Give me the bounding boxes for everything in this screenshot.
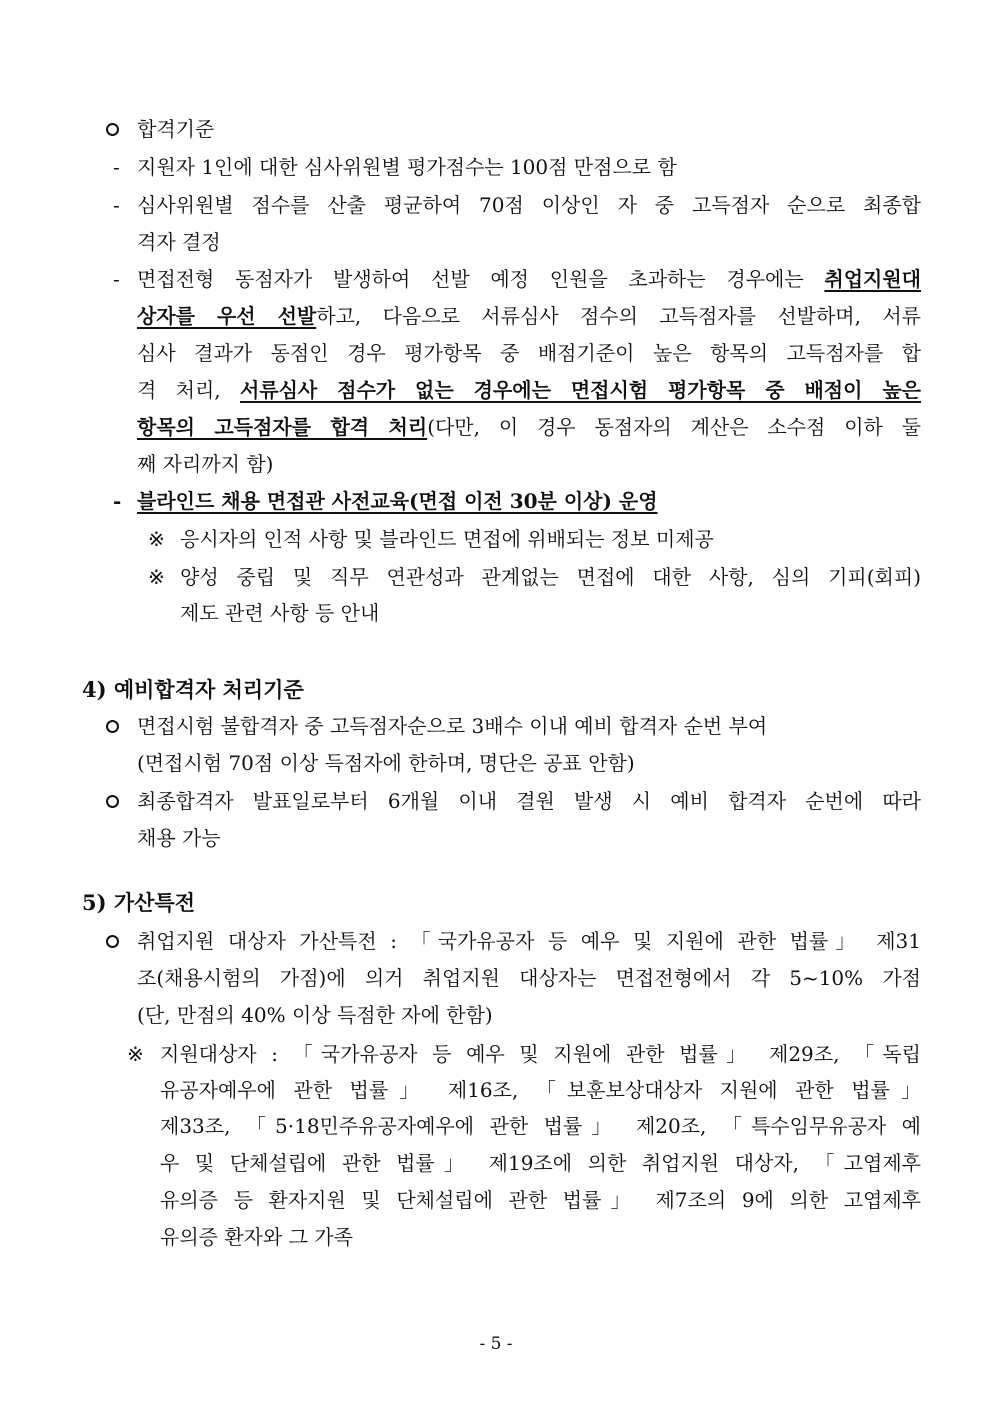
section-5-note-line-1: 지원대상자 : 「국가유공자 등 예우 및 지원에 관한 법률」 제29조, 「독립 bbox=[160, 1042, 921, 1066]
text-run: 면접전형 동점자가 발생하여 선발 예정 인원을 초과하는 경우에는 bbox=[137, 267, 825, 291]
section-4-item-1-line-2: (면접시험 70점 이상 득점자에 한하며, 명단은 공표 안함) bbox=[137, 751, 635, 775]
emphasis-text: 항목의 고득점자를 합격 처리 bbox=[137, 415, 428, 439]
reference-mark: ※ bbox=[127, 1042, 144, 1066]
dash-marker: - bbox=[113, 267, 120, 291]
text-run: 하고, 다음으로 서류심사 점수의 고득점자를 선발하며, 서류 bbox=[316, 304, 921, 328]
dash-marker: - bbox=[113, 155, 120, 179]
section-4-item-2-line-1: 최종합격자 발표일로부터 6개월 이내 결원 발생 시 예비 합격자 순번에 따라 bbox=[137, 789, 921, 813]
criteria-item-3-line-3: 심사 결과가 동점인 경우 평가항목 중 배점기준이 높은 항목의 고득점자를 합 bbox=[137, 341, 921, 365]
criteria-title: 합격기준 bbox=[137, 117, 215, 141]
bullet-circle-icon bbox=[106, 123, 119, 136]
text-run: (다만, 이 경우 동점자의 계산은 소수점 이하 둘 bbox=[427, 415, 921, 439]
criteria-item-3-line-5 bbox=[137, 413, 921, 441]
emphasis-text: 취업지원대 bbox=[824, 267, 921, 291]
criteria-item-4-line-1: 블라인드 채용 면접관 사전교육(면접 이전 30분 이상) 운영 bbox=[137, 489, 658, 513]
section-5-note-line-6: 유의증 환자와 그 가족 bbox=[160, 1225, 353, 1249]
section-5-note-line-2: 유공자예우에 관한 법률」 제16조, 「보훈보상대상자 지원에 관한 법률」 bbox=[160, 1078, 921, 1102]
criteria-item-3-line-2 bbox=[137, 302, 921, 330]
criteria-item-3-line-1 bbox=[137, 265, 921, 293]
section-5-item-1-line-1: 취업지원 대상자 가산특전 : 「국가유공자 등 예우 및 지원에 관한 법률」 제31 bbox=[137, 929, 921, 953]
reference-mark: ※ bbox=[148, 527, 165, 551]
criteria-item-3-line-6: 째 자리까지 함) bbox=[137, 452, 274, 476]
dash-marker: - bbox=[113, 193, 120, 217]
section-5-note-line-5: 유의증 등 환자지원 및 단체설립에 관한 법률」 제7조의 9에 의한 고엽제후 bbox=[160, 1188, 921, 1212]
section-5-item-1-line-2: 조(채용시험의 가점)에 의거 취업지원 대상자는 면접전형에서 각 5~10% 가점 bbox=[137, 966, 921, 990]
section-4-item-1-line-1: 면접시험 불합격자 중 고득점자순으로 3배수 이내 예비 합격자 순번 부여 bbox=[137, 714, 768, 738]
dash-marker: - bbox=[113, 489, 122, 513]
criteria-note-2-line-2: 제도 관련 사항 등 안내 bbox=[180, 601, 380, 625]
criteria-note-1-line-1: 응시자의 인적 사항 및 블라인드 면접에 위배되는 정보 미제공 bbox=[180, 527, 714, 551]
page-number: - 5 - bbox=[479, 1334, 513, 1354]
emphasis-text: 상자를 우선 선발 bbox=[137, 304, 317, 328]
emphasis-text: 서류심사 점수가 없는 경우에는 면접시험 평가항목 중 배점이 높은 bbox=[239, 378, 921, 402]
section-5-heading: 5) 가산특전 bbox=[82, 890, 196, 915]
section-5-item-1-line-3: (단, 만점의 40% 이상 득점한 자에 한함) bbox=[137, 1003, 493, 1027]
section-5-note-line-4: 우 및 단체설립에 관한 법률」 제19조에 의한 취업지원 대상자, 「고엽제후 bbox=[160, 1151, 921, 1175]
bullet-circle-icon bbox=[106, 795, 119, 808]
criteria-item-2-line-1: 심사위원별 점수를 산출 평균하여 70점 이상인 자 중 고득점자 순으로 최종합 bbox=[137, 193, 921, 217]
text-run: 격 처리, bbox=[137, 378, 240, 402]
section-4-heading: 4) 예비합격자 처리기준 bbox=[82, 677, 304, 702]
bullet-circle-icon bbox=[106, 935, 119, 948]
bullet-circle-icon bbox=[106, 720, 119, 733]
criteria-item-2-line-2: 격자 결정 bbox=[137, 230, 221, 254]
section-5-note-line-3: 제33조, 「5·18민주유공자예우에 관한 법률」 제20조, 「특수임무유공자 예 bbox=[160, 1114, 921, 1138]
criteria-item-1-line-1: 지원자 1인에 대한 심사위원별 평가점수는 100점 만점으로 함 bbox=[137, 155, 677, 179]
criteria-note-2-line-1: 양성 중립 및 직무 연관성과 관계없는 면접에 대한 사항, 심의 기피(회피) bbox=[180, 565, 921, 589]
section-4-item-2-line-2: 채용 가능 bbox=[137, 826, 221, 850]
reference-mark: ※ bbox=[148, 565, 165, 589]
criteria-item-3-line-4 bbox=[137, 376, 921, 404]
